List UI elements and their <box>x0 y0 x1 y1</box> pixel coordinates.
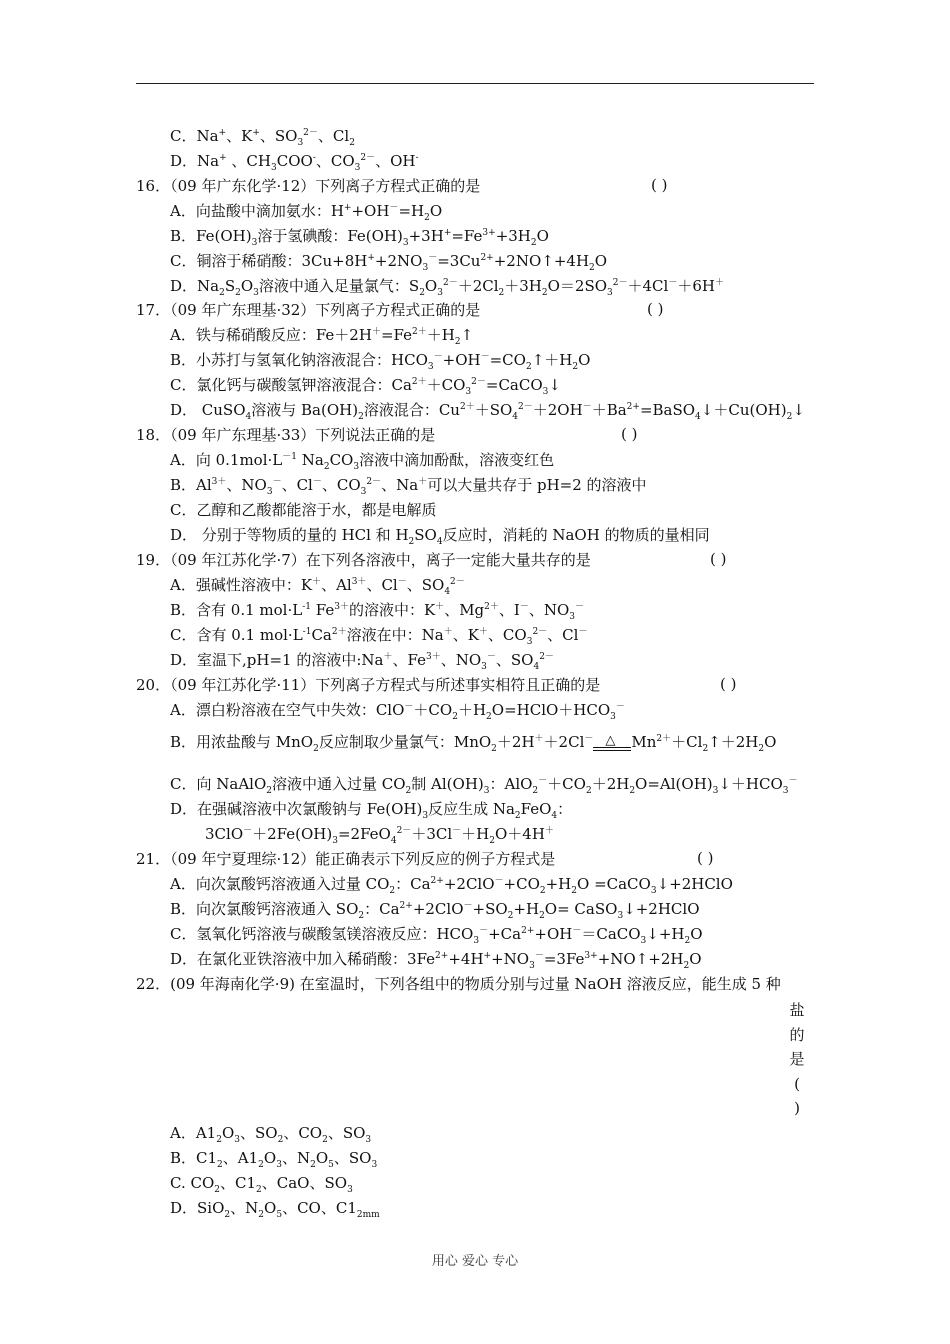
option-line: D．SiO$_2$、$N_2O_5$、CO、$C1_{2mm}$ <box>170 1199 380 1220</box>
option-line: D． 分别于等物质的量的 HCl 和 $H_2SO_4$反应时，消耗的 NaOH 的物质的量相同 <box>170 526 710 547</box>
option-line: A．强碱性溶液中：K＋、$Al^{3+}$、Cl－、$SO_4^{2-}$ <box>170 576 465 597</box>
vertical-tail-char: ) <box>794 1099 800 1117</box>
question-line: 20．（09 年江苏化学·11）下列离子方程式与所述事实相符且正确的是 <box>136 676 601 694</box>
equation-line: $3ClO^-+2Fe(OH)_3=2FeO_4^{2-}+3Cl^-+H_2O+4H^+$ <box>205 825 554 846</box>
answer-bracket: ( ) <box>720 675 737 693</box>
option-line: B．$C1_2$、$A1_2O_3$、$N_2O_5$、$SO_3$ <box>170 1149 378 1170</box>
option-line: B．小苏打与氢氧化钠溶液混合：$HCO_3^-+OH^-=CO_2↑+H_2O$ <box>170 351 591 372</box>
option-line: C．含有 0.1 $mol\cdot L^{-1}Ca^{2+}$溶液在中：Na＋、K＋、$CO_3^{2-}$、Cl－ <box>170 626 588 647</box>
option-line: A．向盐酸中滴加氨水：$H^++OH^-=H_2O$ <box>170 202 443 223</box>
answer-bracket: ( ) <box>621 425 638 443</box>
option-line: C．氢氧化钙溶液与碳酸氢镁溶液反应：$HCO_3^-+Ca^{2+}+OH^-=CaCO_3↓+H_2O$ <box>170 925 703 946</box>
answer-bracket: ( ) <box>651 176 668 194</box>
option-line: D．Na+ 、$CH_3COO^-$、$CO_3^{2-}$、OH- <box>170 152 419 173</box>
option-line: B．$Fe(OH)_3$溶于氢碘酸：$Fe(OH)_3+3H^+=Fe^{3+}+3H_2O$ <box>170 227 549 248</box>
page-footer: 用心 爱心 专心 <box>431 1254 519 1269</box>
option-line: C．氯化钙与碳酸氢钾溶液混合：$Ca^{2+}+CO_3^{2-}=CaCO_3↓$ <box>170 376 561 397</box>
header-rule <box>136 83 814 84</box>
option-line: A．$A1_2O_3$、$SO_2$、$CO_2$、$SO_3$ <box>170 1124 372 1145</box>
option-line: D．室温下,pH=1 的溶液中:Na＋、$Fe^{3+}$、$NO_3^-$、$SO_4^{2-}$ <box>170 651 554 672</box>
option-line: C．向 NaAlO$_2$溶液中通入过量 $CO_2$制 $Al(OH)_3$：$AlO_2^-+CO_2+2H_2O=Al(OH)_3↓+HCO_3^-$ <box>170 775 798 796</box>
answer-bracket: ( ) <box>710 550 727 568</box>
option-line: B．向次氯酸钙溶液通入 $SO_2$：$Ca^{2+}+2ClO^-+SO_2+H_2O=$ CaSO$_3$↓+2HClO <box>170 900 700 921</box>
answer-bracket: ( ) <box>647 300 664 318</box>
option-line: D． CuSO$_4$溶液与 $Ba(OH)_2$溶液混合：$Cu^{2+}+SO_4^{2-}+2OH^-+Ba^{2+}=BaSO_4↓+Cu(OH)_2↓$ <box>170 401 805 422</box>
option-line: C．乙醇和乙酸都能溶于水，都是电解质 <box>170 501 437 519</box>
option-line: C．Na+、K+、$SO_3^{2-}$、$Cl_2$ <box>170 127 355 148</box>
question-line: 22．(09 年海南化学·9) 在室温时，下列各组中的物质分别与过量 NaOH 溶液反应，能生成 5 种 <box>136 975 781 993</box>
vertical-tail-char: 盐 <box>789 1001 805 1019</box>
option-line: A．向次氯酸钙溶液通入过量 $CO_2$：$Ca^{2+}+2ClO^-+CO_2+H_2O$ =CaCO$_3$↓+2HClO <box>170 875 733 896</box>
option-line: D．在强碱溶液中次氯酸钠与 $Fe(OH)_3$反应生成 $Na_2FeO_4$： <box>170 800 573 821</box>
option-line: A．铁与稀硝酸反应：$Fe+2H^+=Fe^{2+}+H_2↑$ <box>170 326 474 347</box>
option-line: B．用浓盐酸与 MnO$_2$反应制取少量氯气：MnO$_2$＋2H＋＋2Cl－ △ $Mn^{2+}+Cl_2↑+2H_2O$ <box>170 733 777 754</box>
vertical-tail-char: ( <box>794 1074 800 1093</box>
option-line: C. $CO_2$、$C1_2$、CaO、$SO_3$ <box>170 1174 353 1195</box>
option-line: A．漂白粉溶液在空气中失效：$ClO^-+CO_2+H_2O=HClO+HCO_3^-$ <box>170 701 625 722</box>
option-line: B．$Al^{3+}$、$NO_3^-$、Cl－、$CO_3^{2-}$、Na＋可以大量共存于 pH=2 的溶液中 <box>170 476 647 497</box>
vertical-tail-char: 的 <box>789 1025 805 1044</box>
question-line: 18．（09 年广东理基·33）下列说法正确的是 <box>136 426 436 444</box>
option-line: A．向 $0.1mol\cdot L^{-1}$ $Na_2CO_3$溶液中滴加酚酞，溶液变红色 <box>170 451 555 472</box>
answer-bracket: ( ) <box>697 849 714 867</box>
option-line: D．在氯化亚铁溶液中加入稀硝酸：$3Fe^{2+}+4H^++NO_3^-=3Fe^{3+}+NO↑+2H_2O$ <box>170 950 702 971</box>
question-line: 19．（09 年江苏化学·7）在下列各溶液中，离子一定能大量共存的是 <box>136 551 591 569</box>
option-line: B．含有 0.1 $mol\cdot L^{-1}$ $Fe^{3+}$的溶液中：K＋、$Mg^{2+}$、I－、$NO_3^-$ <box>170 601 585 622</box>
question-line: 16．（09 年广东化学·12）下列离子方程式正确的是 <box>136 177 481 195</box>
question-line: 21．（09 年宁夏理综·12）能正确表示下列反应的例子方程式是 <box>136 850 556 868</box>
option-line: D．$Na_2S_2O_3$溶液中通入足量氯气：$S_2O_3^{2-}+2Cl_2+3H_2O=2SO_3^{2-}+4Cl^-+6H^+$ <box>170 277 724 298</box>
option-line: C．铜溶于稀硝酸：$3Cu+8H^++2NO_3^-=3Cu^{2+}+2NO↑+4H_2O$ <box>170 252 608 273</box>
vertical-tail-char: 是 <box>789 1050 805 1068</box>
question-line: 17．（09 年广东理基·32）下列离子方程式正确的是 <box>136 301 481 319</box>
